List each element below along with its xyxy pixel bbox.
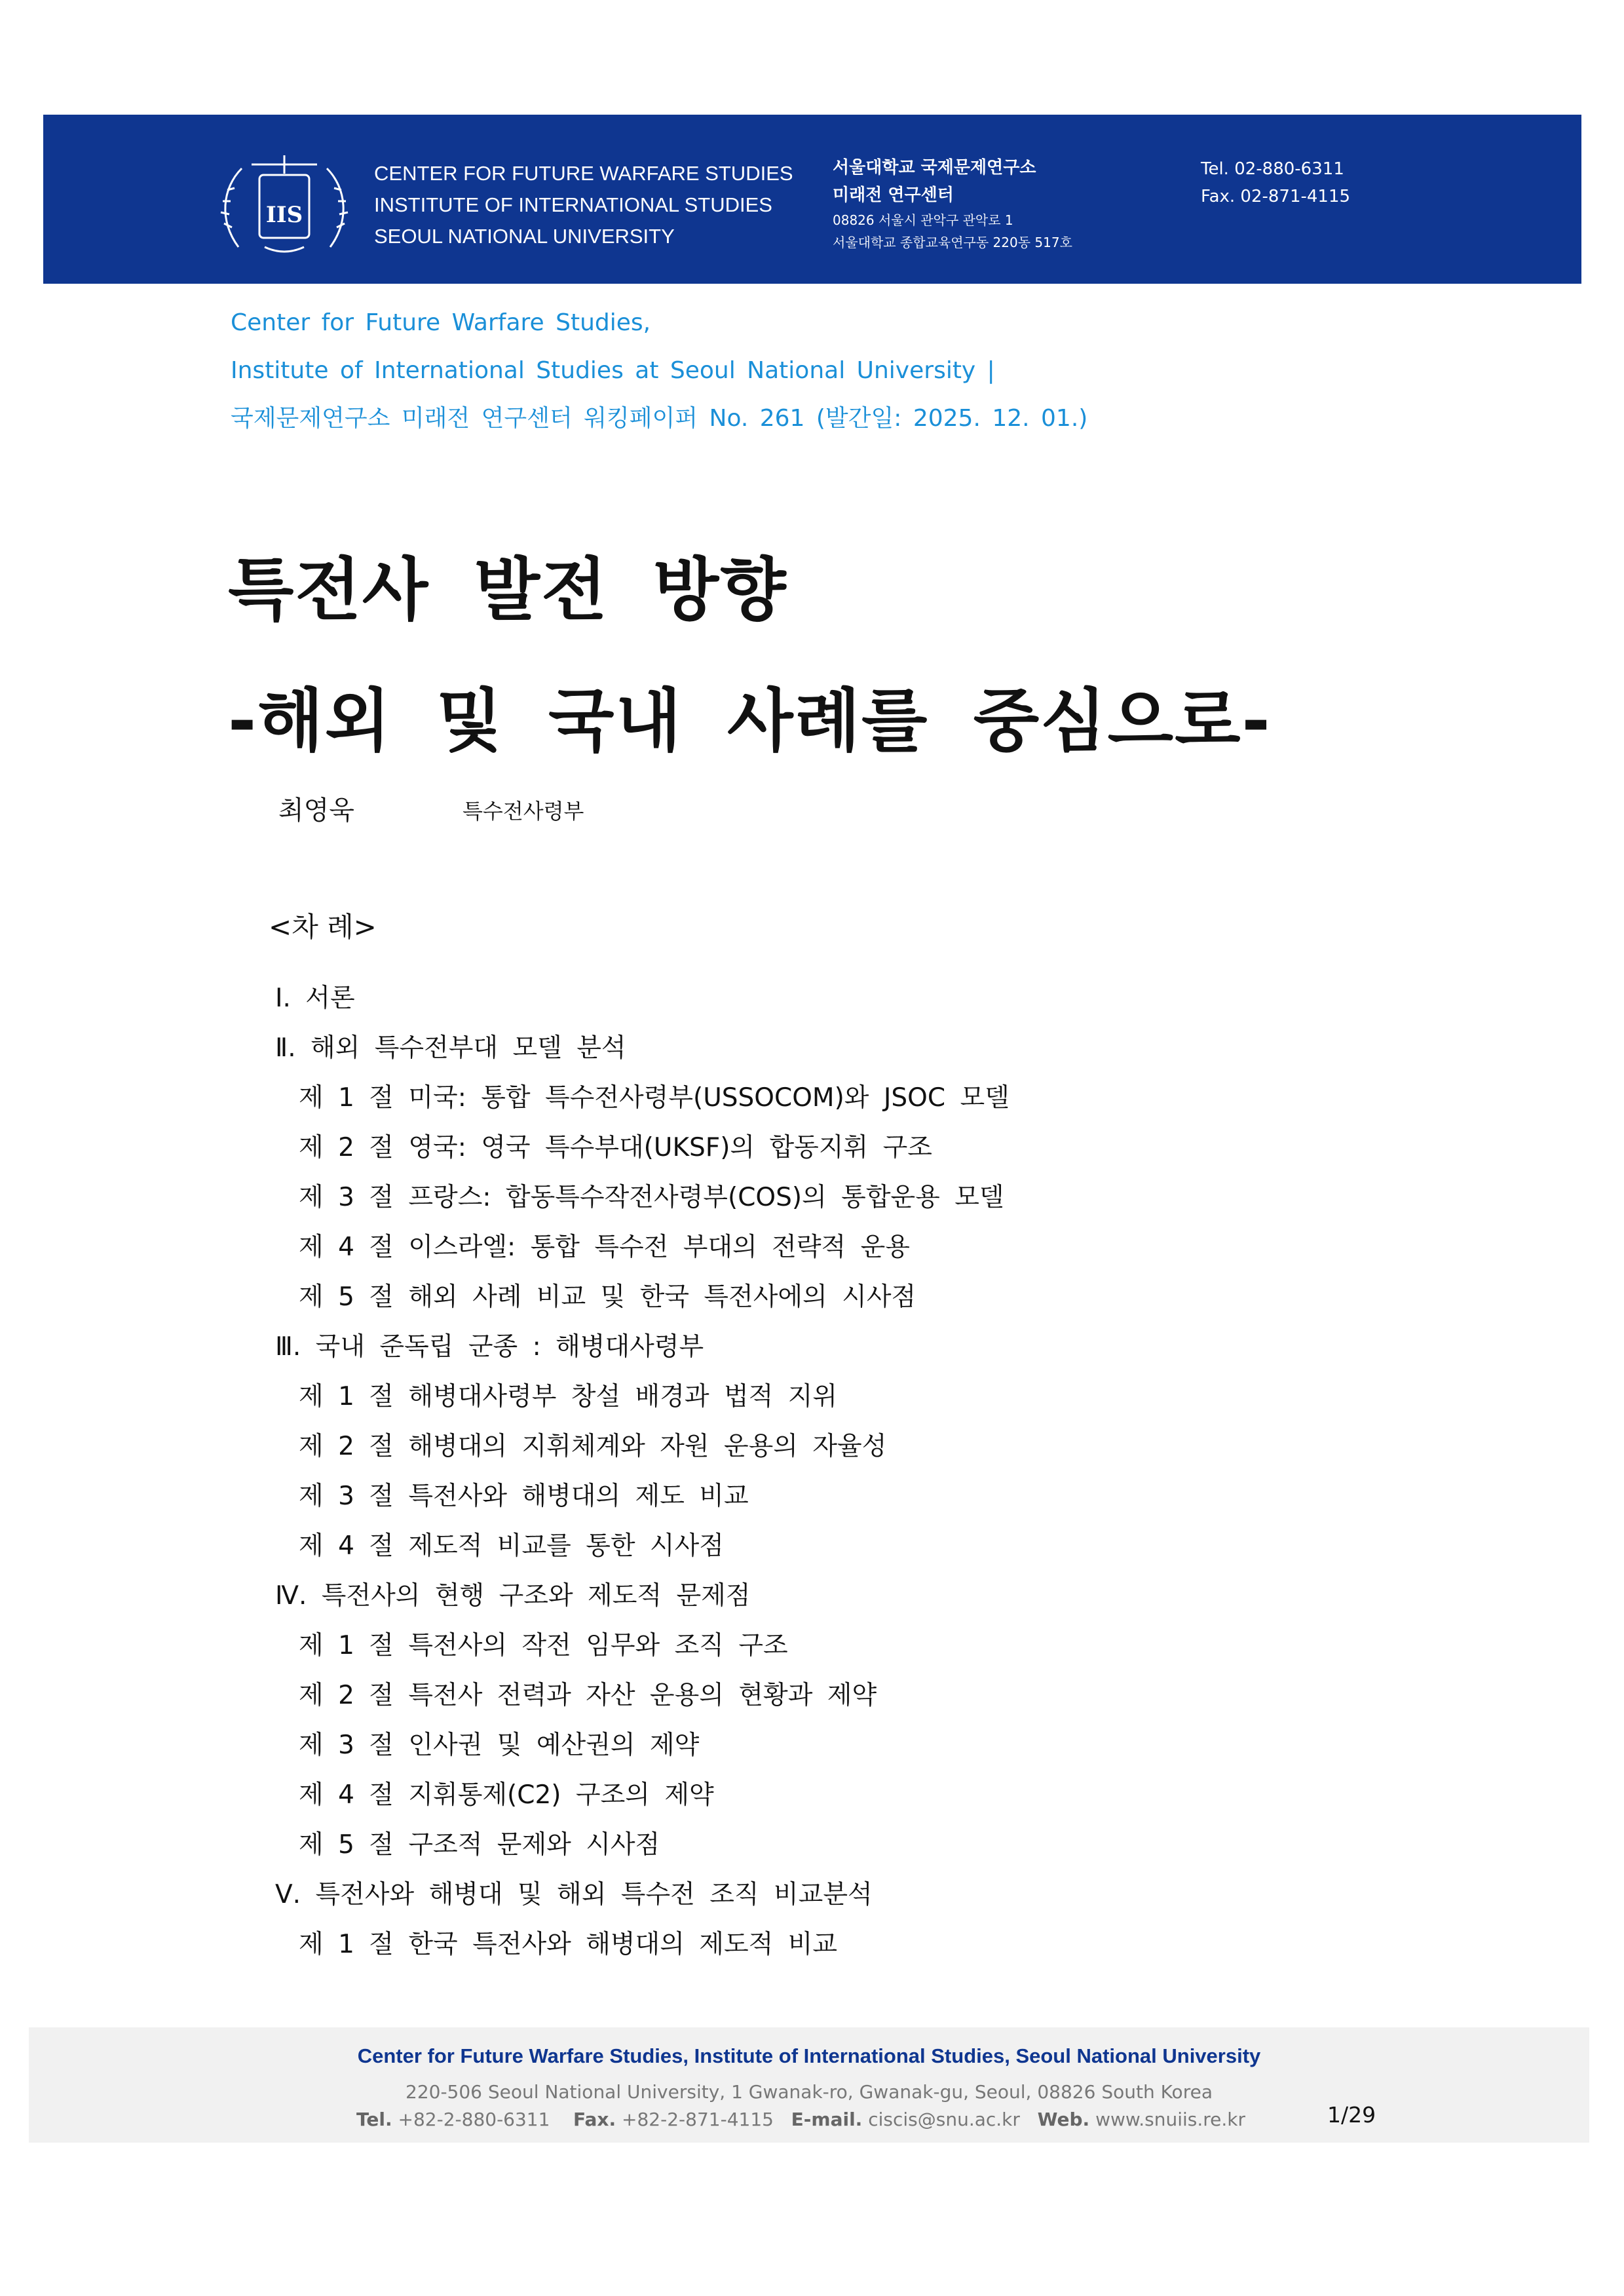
toc-section-item: 제 4 절 이스라엘: 통합 특수전 부대의 전략적 운용 [299, 1233, 910, 1262]
author-name: 최영욱 [278, 795, 354, 826]
footer-email-link[interactable]: ciscis@snu.ac.kr [868, 2109, 1020, 2130]
toc-section-item: 제 2 절 해병대의 지휘체계와 자원 운용의 자율성 [299, 1432, 887, 1461]
toc-chapter-item: Ⅱ. 해외 특수전부대 모델 분석 [275, 1033, 626, 1063]
series-line-3: 국제문제연구소 미래전 연구센터 워킹페이퍼 No. 261 (발간일: 2025. 12. 01.) [231, 405, 1088, 432]
footer-email-label: E-mail. [791, 2109, 863, 2130]
toc-section-item: 제 2 절 영국: 영국 특수부대(UKSF)의 합동지휘 구조 [299, 1133, 932, 1162]
toc-heading: <차 례> [269, 911, 377, 943]
author-affiliation: 특수전사령부 [463, 799, 584, 824]
series-line-1: Center for Future Warfare Studies, [231, 309, 651, 336]
banner-ko-line-2: 미래전 연구센터 [833, 185, 954, 205]
toc-chapter-item: Ⅲ. 국내 준독립 군종 : 해병대사령부 [275, 1332, 704, 1362]
banner-ko-address-1: 08826 서울시 관악구 관악로 1 [833, 212, 1013, 228]
logo-text: IIS [265, 202, 303, 228]
toc-section-item: 제 2 절 특전사 전력과 자산 운용의 현황과 제약 [299, 1681, 877, 1710]
banner-fax: Fax. 02-871-4115 [1201, 187, 1351, 206]
footer-tel-label: Tel. [356, 2109, 392, 2130]
toc-section-item: 제 1 절 한국 특전사와 해병대의 제도적 비교 [299, 1930, 838, 1959]
toc-chapter-item: Ⅴ. 특전사와 해병대 및 해외 특수전 조직 비교분석 [275, 1880, 873, 1909]
toc-section-item: 제 5 절 해외 사례 비교 및 한국 특전사에의 시사점 [299, 1282, 916, 1312]
banner-ko-line-1: 서울대학교 국제문제연구소 [833, 158, 1036, 178]
footer-web-link[interactable]: www.snuiis.re.kr [1095, 2109, 1245, 2130]
banner-korean-name [833, 154, 1072, 254]
toc-section-item: 제 3 절 특전사와 해병대의 제도 비교 [299, 1482, 749, 1511]
toc-section-item: 제 1 절 해병대사령부 창설 배경과 법적 지위 [299, 1382, 838, 1411]
iis-seal-logo [212, 149, 356, 261]
page-footer [29, 2027, 1589, 2143]
header-banner [43, 115, 1581, 284]
footer-contact [356, 2109, 1245, 2130]
banner-contact [1201, 155, 1350, 210]
banner-en-line-2: INSTITUTE OF INTERNATIONAL STUDIES [374, 193, 772, 216]
title-line-1: 특전사 발전 방향 [228, 550, 787, 630]
footer-web-label: Web. [1037, 2109, 1090, 2130]
banner-tel: Tel. 02-880-6311 [1201, 159, 1344, 179]
banner-english-name [374, 158, 793, 252]
table-of-contents [275, 974, 1010, 1970]
banner-en-line-3: SEOUL NATIONAL UNIVERSITY [374, 225, 675, 248]
series-line-2: Institute of International Studies at Seoul National University | [231, 357, 995, 384]
title-line-2: -해외 및 국내 사례를 중심으로- [228, 681, 1272, 761]
paper-title [228, 524, 1272, 786]
page-number: 1/29 [1327, 2102, 1376, 2128]
footer-fax-label: Fax. [573, 2109, 616, 2130]
toc-section-item: 제 5 절 구조적 문제와 시사점 [299, 1830, 660, 1860]
toc-section-item: 제 4 절 지휘통제(C2) 구조의 제약 [299, 1780, 714, 1810]
footer-address: 220-506 Seoul National University, 1 Gwanak-ro, Gwanak-gu, Seoul, 08826 South Korea [406, 2081, 1213, 2103]
footer-fax: +82-2-871-4115 [622, 2109, 774, 2130]
series-info [231, 299, 1087, 442]
toc-section-item: 제 1 절 특전사의 작전 임무와 조직 구조 [299, 1631, 788, 1660]
footer-org: Center for Future Warfare Studies, Institute of International Studies, Seoul National University [357, 2044, 1261, 2067]
toc-section-item: 제 4 절 제도적 비교를 통한 시사점 [299, 1531, 724, 1561]
toc-section-item: 제 1 절 미국: 통합 특수전사령부(USSOCOM)와 JSOC 모델 [299, 1083, 1010, 1113]
toc-chapter-item: Ⅰ. 서론 [275, 984, 355, 1013]
banner-ko-address-2: 서울대학교 종합교육연구동 220동 517호 [833, 235, 1072, 250]
footer-tel: +82-2-880-6311 [398, 2109, 550, 2130]
toc-section-item: 제 3 절 인사권 및 예산권의 제약 [299, 1731, 700, 1760]
banner-en-line-1: CENTER FOR FUTURE WARFARE STUDIES [374, 162, 793, 185]
toc-section-item: 제 3 절 프랑스: 합동특수작전사령부(COS)의 통합운용 모델 [299, 1183, 1004, 1212]
toc-chapter-item: Ⅳ. 특전사의 현행 구조와 제도적 문제점 [275, 1581, 751, 1611]
